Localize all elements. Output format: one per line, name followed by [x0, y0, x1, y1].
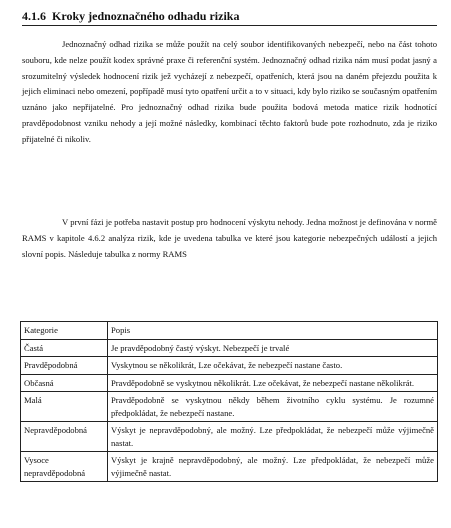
section-number: 4.1.6: [22, 9, 46, 23]
description-cell: Pravděpodobně se vyskytnou někdy během životního cyklu systému. Je rozumné předpokládat, že nebezpečí nastane.: [108, 392, 438, 422]
section-heading: [22, 8, 437, 26]
category-cell: Častá: [21, 339, 108, 357]
category-cell: Vysoce nepravděpodobná: [21, 452, 108, 482]
table-row: [21, 357, 438, 375]
description-cell: Vyskytnou se několikrát, Lze očekávat, že nebezpečí nastane často.: [108, 357, 438, 375]
table-row: [21, 374, 438, 392]
description-cell: Pravděpodobně se vyskytnou několikrát. Lze očekávat, že nebezpečí nastane několikrát.: [108, 374, 438, 392]
risk-category-table: [20, 321, 438, 482]
description-cell: Výskyt je nepravděpodobný, ale možný. Lze předpokládat, že nebezpečí může výjimečně nastat.: [108, 422, 438, 452]
table-row: [21, 339, 438, 357]
category-cell: Občasná: [21, 374, 108, 392]
column-header-description: Popis: [108, 322, 438, 340]
column-header-category: Kategorie: [21, 322, 108, 340]
table-row: [21, 452, 438, 482]
category-cell: Malá: [21, 392, 108, 422]
description-cell: Výskyt je krajně nepravděpodobný, ale možný. Lze předpokládat, že nebezpečí může výjimečně nastat.: [108, 452, 438, 482]
table-header-row: [21, 322, 438, 340]
section-title: Kroky jednoznačného odhadu rizika: [52, 9, 240, 23]
paragraph-2: V první fázi je potřeba nastavit postup pro hodnocení výskytu nehody. Jedna možnost je definována v normě RAMS v kapitole 4.6.2 analýza rizik, kde je uvedena tabulka ve které jsou kategorie nebezpečných událostí a jejich slovní popis. Následuje tabulka z normy RAMS: [22, 217, 437, 259]
paragraph-1: Jednoznačný odhad rizika se může použít na celý soubor identifikovaných nebezpečí, nebo na část tohoto souboru, kde nelze použít kodex správné praxe či referenční systém. Jednoznačný odhad rizika nám musí podat jasný a srozumitelný výsledek hodnocení rizik jež vycházejí z nebezpečí, opatřeních, která jsou na daném přejezdu použita k jejich eliminaci nebo omezení, popřípadě musí tyto opatření určit a to v situaci, kdy bylo riziko se současným opatřením uznáno jako nepřijatelné. Pro jednoznačný odhad rizika bude použita bodová metoda matice rizik hodnotící pravděpodobnost vzniku nehody a její možné následky, kombinací těchto faktorů bude pote rozhodnuto, zda je riziko přijatelné či nikoliv.: [22, 39, 437, 144]
category-cell: Pravděpodobná: [21, 357, 108, 375]
table-row: [21, 422, 438, 452]
table-row: [21, 392, 438, 422]
category-cell: Nepravděpodobná: [21, 422, 108, 452]
description-cell: Je pravděpodobný častý výskyt. Nebezpečí je trvalé: [108, 339, 438, 357]
